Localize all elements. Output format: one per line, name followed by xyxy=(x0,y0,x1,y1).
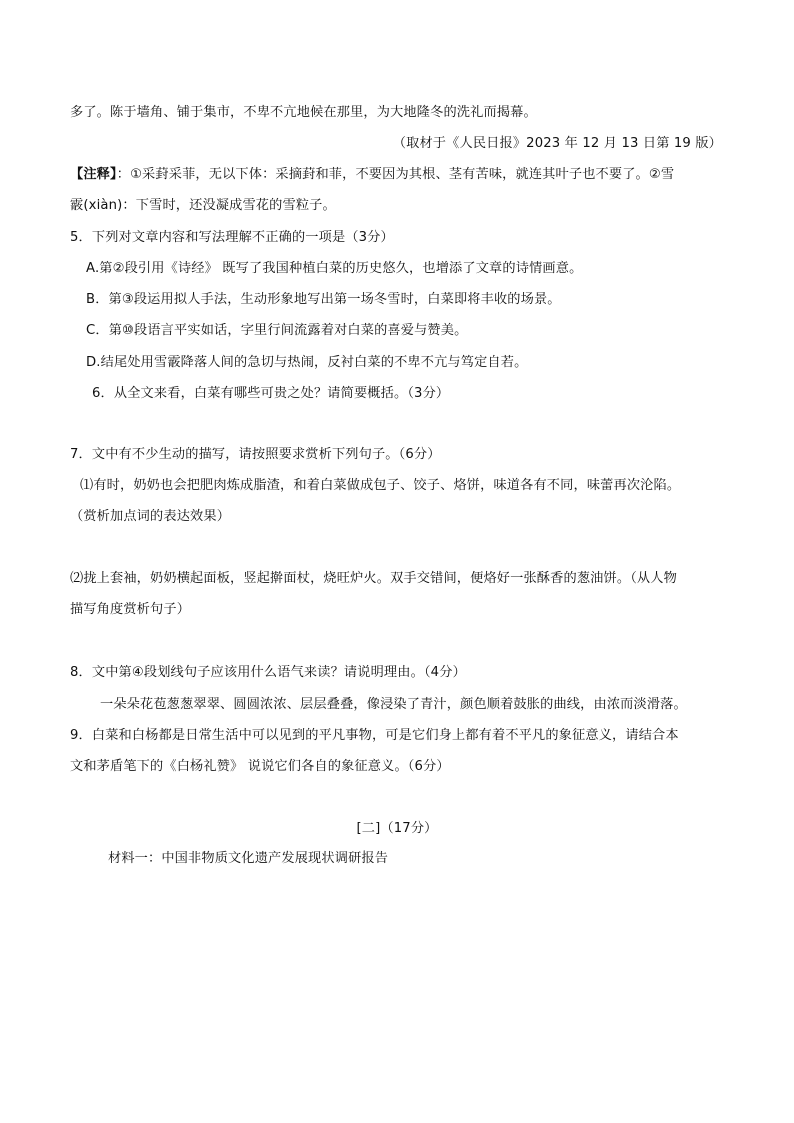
question-7-stem: 7．文中有不少生动的描写，请按照要求赏析下列句子。（6分） xyxy=(70,447,441,462)
question-5-option-b: B．第③段运用拟人手法，生动形象地写出第一场冬雪时，白菜即将丰收的场景。 xyxy=(86,292,561,307)
question-7-item-2: ⑵拢上套袖，奶奶横起面板，竖起擀面杖，烧旺炉火。双手交错间，便烙好一张酥香的葱油饼。（从人物 xyxy=(70,571,677,586)
notes-line-2: 霰(xiàn)：下雪时，还没凝成雪花的雪粒子。 xyxy=(70,198,336,213)
question-6-stem: 6．从全文来看，白菜有哪些可贵之处？请简要概括。（3分） xyxy=(92,386,450,401)
question-5-stem: 5．下列对文章内容和写法理解不正确的一项是（3分） xyxy=(70,230,394,245)
notes-label: 【注释】 xyxy=(70,167,117,182)
notes-text-1: ：①采葑采菲，无以下体：采摘葑和菲，不要因为其根、茎有苦味，就连其叶子也不要了。②雪 xyxy=(116,167,675,182)
question-9-line-1: 9．白菜和白杨都是日常生活中可以见到的平凡事物，可是它们身上都有着不平凡的象征意义，请结合本 xyxy=(70,728,679,743)
material-1-title: 材料一：中国非物质文化遗产发展现状调研报告 xyxy=(108,851,389,866)
question-8-sentence: 一朵朵花苞葱葱翠翠、圆圆浓浓、层层叠叠，像浸染了青汁，颜色顺着鼓胀的曲线，由浓而淡滑落。 xyxy=(100,697,687,712)
question-8-stem: 8．文中第④段划线句子应该用什么语气来读？请说明理由。（4分） xyxy=(70,665,466,680)
notes-line-1 xyxy=(70,166,674,184)
passage-ending-line: 多了。陈于墙角、铺于集市，不卑不亢地候在那里，为大地隆冬的洗礼而揭幕。 xyxy=(70,105,537,120)
question-7-item-1: ⑴有时，奶奶也会把肥肉炼成脂渣，和着白菜做成包子、饺子、烙饼，味道各有不同，味蕾再次沦陷。 xyxy=(80,478,681,493)
question-5-option-d: D.结尾处用雪霰降落人间的急切与热闹，反衬白菜的不卑不亢与笃定自若。 xyxy=(86,355,528,370)
question-7-item-2-task: 描写角度赏析句子） xyxy=(70,602,191,617)
passage-source: （取材于《人民日报》2023 年 12 月 13 日第 19 版） xyxy=(392,136,722,151)
section-2-heading: [二]（17分） xyxy=(356,821,438,836)
question-7-item-1-task: （赏析加点词的表达效果） xyxy=(70,509,231,524)
question-5-option-a: A.第②段引用《诗经》 既写了我国种植白菜的历史悠久，也增添了文章的诗情画意。 xyxy=(86,261,583,276)
question-9-line-2: 文和茅盾笔下的《白杨礼赞》 说说它们各自的象征意义。（6分） xyxy=(70,759,450,774)
question-5-option-c: C．第⑩段语言平实如话，字里行间流露着对白菜的喜爱与赞美。 xyxy=(86,323,468,338)
